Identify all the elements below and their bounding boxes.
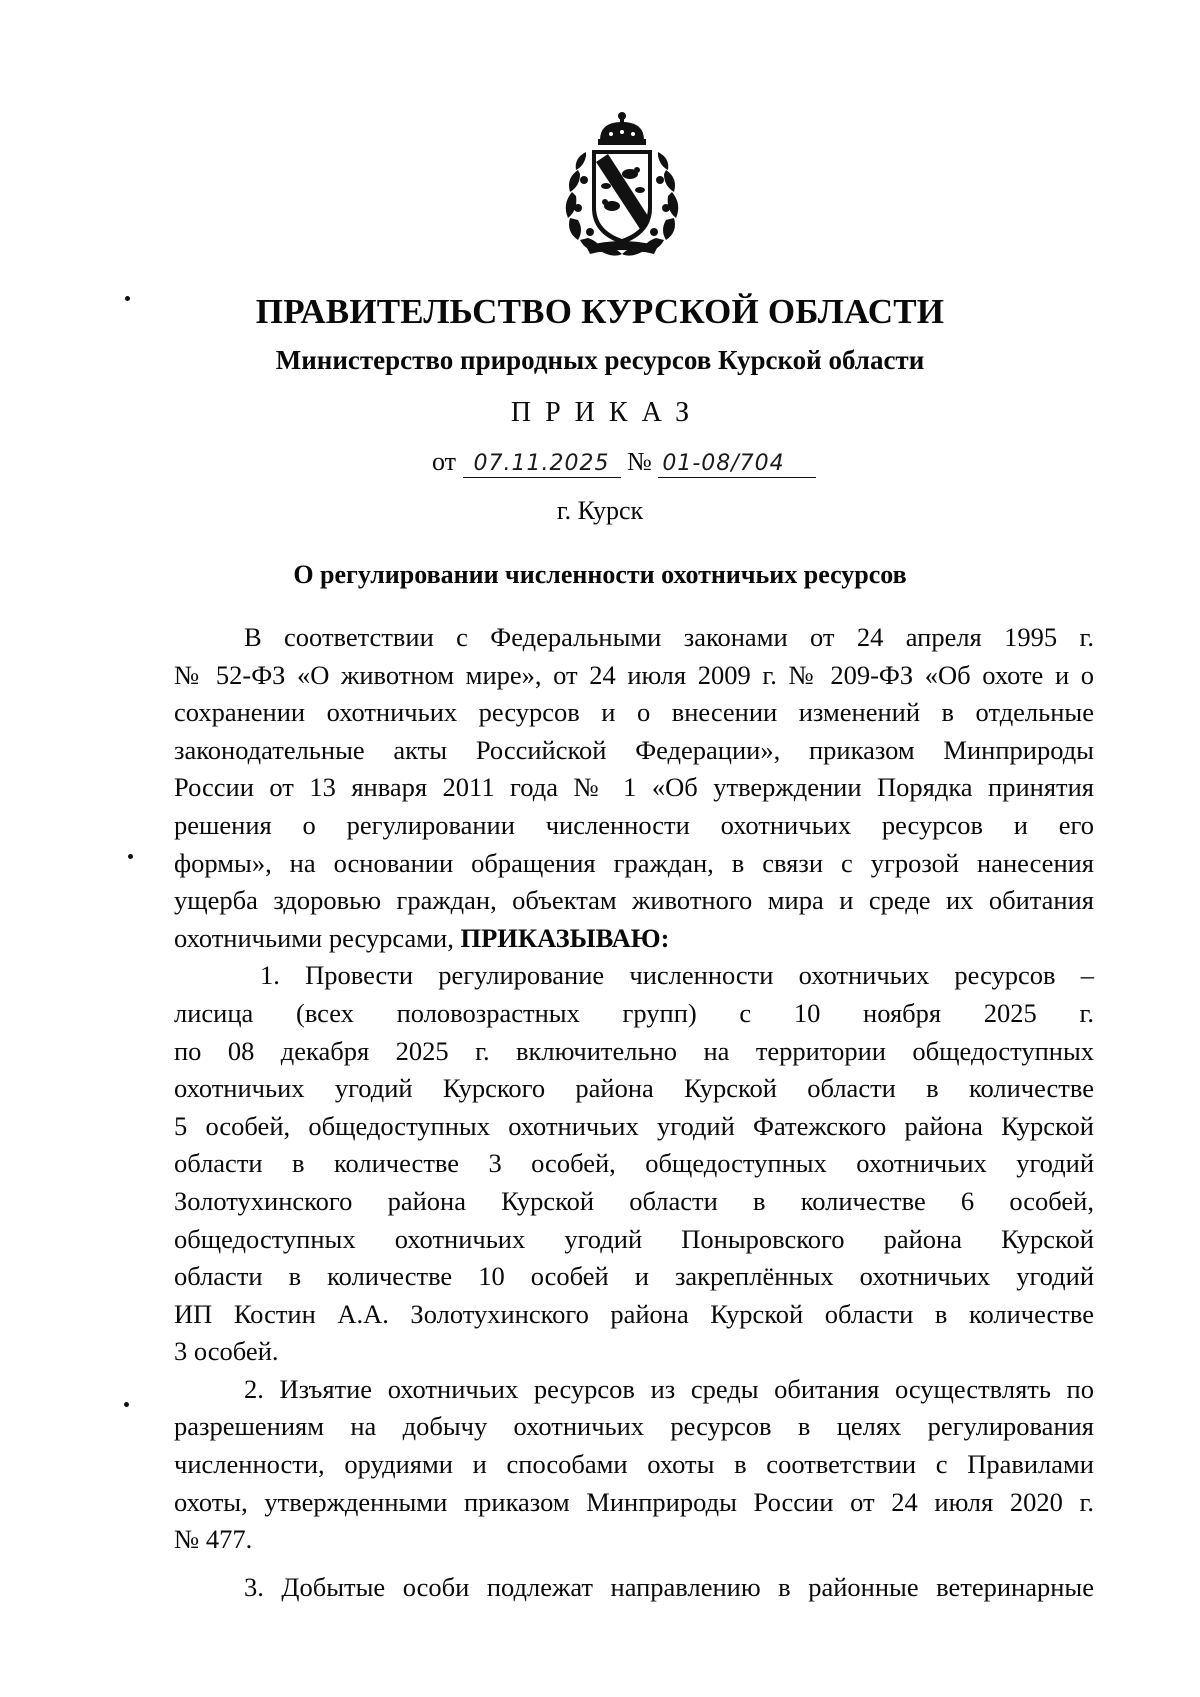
item1-line: области в количестве 10 особей и закреплённых охотничьих угодий <box>174 1261 1094 1292</box>
body-line: России от 13 января 2011 года № 1 «Об утверждении Порядка принятия <box>174 772 1094 803</box>
item1-line: 3 особей. <box>174 1336 279 1367</box>
item1-line: лисица (всех половозрастных групп) с 10 ноября 2025 г. <box>174 997 1094 1028</box>
item2-line: № 477. <box>174 1524 253 1555</box>
ministry-title: Министерство природных ресурсов Курской области <box>275 345 925 375</box>
body-line: В соответствии с Федеральными законами от 24 апреля 1995 г. <box>244 622 1094 652</box>
body-line: решения о регулировании численности охотничьих ресурсов и его <box>174 809 1094 840</box>
number-label: № <box>627 447 652 476</box>
item1-line: Золотухинского района Курской области в количестве 6 особей, <box>174 1185 1094 1216</box>
government-title: ПРАВИТЕЛЬСТВО КУРСКОЙ ОБЛАСТИ <box>255 292 945 331</box>
item1-line: общедоступных охотничьих угодий Поныровского района Курской <box>174 1223 1094 1254</box>
body-line: ущерба здоровью граждан, объектам животного мира и среде их обитания <box>174 885 1094 916</box>
order-date-handwritten: 07.11.2025 <box>463 451 621 478</box>
scan-speck <box>128 854 133 859</box>
coat-of-arms-icon <box>556 108 688 258</box>
command-colon: : <box>660 922 670 953</box>
paragraph-gap <box>174 1559 1094 1569</box>
item3-line: 3. Добытые особи подлежат направлению в районные ветеринарные <box>244 1571 1094 1602</box>
order-title: ПРИКАЗ <box>510 397 704 428</box>
order-date-number-line <box>432 447 816 478</box>
item1-line: по 08 декабря 2025 г. включительно на территории общедоступных <box>174 1035 1094 1066</box>
body-line: № 52-ФЗ «О животном мире», от 24 июля 2009 г. № 209-ФЗ «Об охоте и о <box>174 659 1094 690</box>
item2-line: численности, орудиями и способами охоты в соответствии с Правилами <box>174 1449 1094 1480</box>
scan-speck <box>124 1402 129 1407</box>
order-subject: О регулировании численности охотничьих ресурсов <box>293 560 907 589</box>
body-line <box>174 920 1094 958</box>
item1-line: области в количестве 3 особей, общедоступных охотничьих угодий <box>174 1148 1094 1179</box>
item1-line: охотничьих угодий Курского района Курской области в количестве <box>174 1073 1094 1104</box>
item1-line: 5 особей, общедоступных охотничьих угодий Фатежского района Курской <box>174 1110 1094 1141</box>
item2-line: охоты, утвержденными приказом Минприроды России от 24 июля 2020 г. <box>174 1486 1094 1517</box>
item2-line: разрешениям на добычу охотничьих ресурсов в целях регулирования <box>174 1411 1094 1442</box>
from-label: от <box>432 447 457 476</box>
body-line: сохранении охотничьих ресурсов и о внесении изменений в отдельные <box>174 697 1094 728</box>
order-body <box>174 619 1094 1606</box>
order-number-handwritten: 01-08/704 <box>658 451 816 478</box>
item1-line: ИП Костин А.А. Золотухинского района Курской области в количестве <box>174 1298 1094 1329</box>
body-line: законодательные акты Российской Федерации», приказом Минприроды <box>174 734 1094 765</box>
item2-line: 2. Изъятие охотничьих ресурсов из среды обитания осуществлять по <box>244 1373 1094 1404</box>
preamble-last-text: охотничьими ресурсами, <box>174 922 461 953</box>
city: г. Курск <box>556 496 644 525</box>
item1-line: 1. Провести регулирование численности охотничьих ресурсов – <box>260 960 1094 991</box>
body-line: формы», на основании обращения граждан, в связи с угрозой нанесения <box>174 847 1094 878</box>
command-word: ПРИКАЗЫВАЮ <box>460 922 661 953</box>
